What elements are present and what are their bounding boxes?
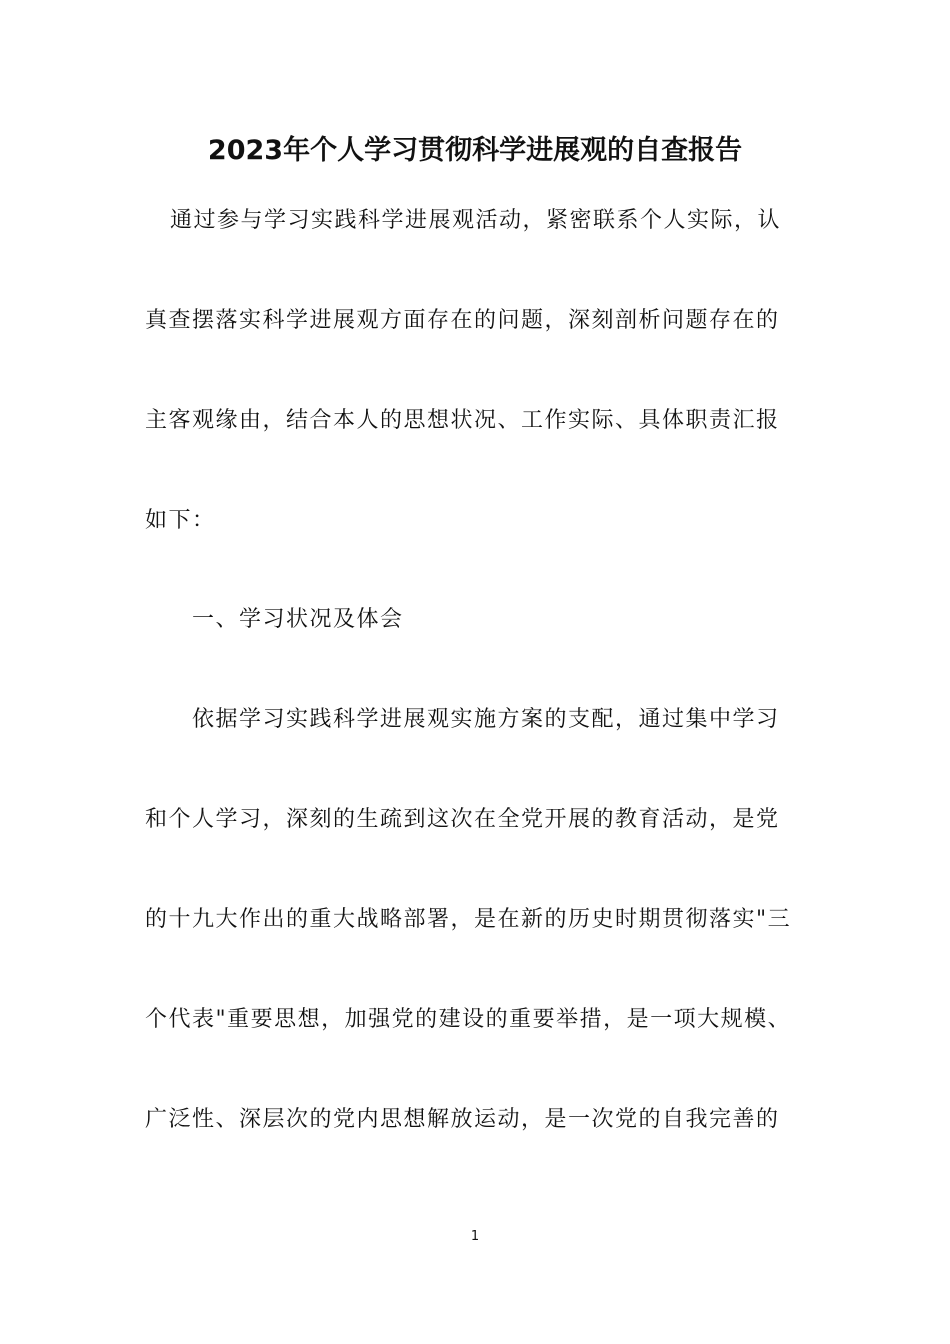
paragraph-2-line-2: 和个人学习，深刻的生疏到这次在全党开展的教育活动，是党: [145, 807, 780, 832]
page-number: 1: [470, 1229, 480, 1244]
paragraph-1-line-1: 通过参与学习实践科学进展观活动，紧密联系个人实际，认: [170, 208, 782, 233]
paragraph-1-line-2: 真查摆落实科学进展观方面存在的问题，深刻剖析问题存在的: [145, 308, 780, 333]
document-title: 2023年个人学习贯彻科学进展观的自查报告: [207, 135, 743, 166]
paragraph-1-line-4: 如下：: [145, 508, 216, 533]
paragraph-2-line-5: 广泛性、深层次的党内思想解放运动，是一次党的自我完善的: [145, 1107, 780, 1132]
paragraph-2-line-3: 的十九大作出的重大战略部署，是在新的历史时期贯彻落实"三: [145, 907, 792, 932]
section-1-heading: 一、学习状况及体会: [192, 607, 404, 632]
paragraph-1-line-3: 主客观缘由，结合本人的思想状况、工作实际、具体职责汇报: [145, 408, 780, 433]
paragraph-2-line-4: 个代表"重要思想，加强党的建设的重要举措，是一项大规模、: [145, 1007, 792, 1032]
paragraph-2-line-1: 依据学习实践科学进展观实施方案的支配，通过集中学习: [192, 707, 780, 732]
